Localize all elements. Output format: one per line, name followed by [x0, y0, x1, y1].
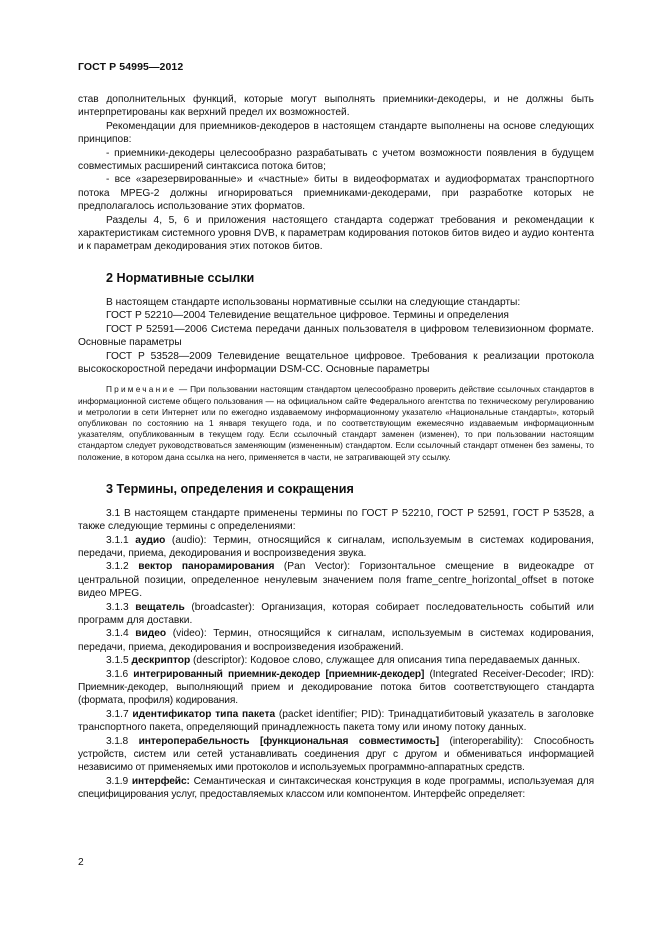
note-text: — При пользовании настоящим стандартом целесообразно проверить действие ссылочных стандартов в информационной системе общего пользования — на официальном сайте Федерального агентства по техническому регулированию и метрологии в сети Интернет или по ежегодно издаваемому информационному указателю «Национальные стандарты», который опубликован по состоянию на 1 января текущего года, и по соответствующим ежемесячно издаваемым информационным указателям, опубликованным в текущем году. Если ссылочный стандарт заменен (изменен), то при пользовании настоящим стандартом следует руководствоваться заменяющим (измененным) стандартом. Если ссылочный стандарт отменен без замены, то положение, в котором дана ссылка на него, применяется в части, не затрагивающей эту ссылку.: [78, 384, 594, 462]
term-definition: 3.1.8 интероперабельность [функциональная совместимость] (interoperability): Способность устройств, систем или сетей устанавливать соединения друг с другом и обмениваться информацией независимо от применяемых ими протоколов и используемых программно-аппаратных средств.: [78, 735, 594, 774]
term-definition: 3.1.7 идентификатор типа пакета (packet identifier; PID): Тринадцатибитовый указатель в заголовке транспортного пакета, определяющий принадлежность пакета тому или иному потоку данных.: [78, 708, 594, 734]
term-definition: 3.1.1 аудио (audio): Термин, относящийся к сигналам, используемым в системах кодирования, передачи, приема, декодирования и воспроизведения звука.: [78, 534, 594, 559]
term-name: видео: [135, 628, 167, 640]
term-name: идентификатор типа пакета: [132, 708, 276, 720]
term-definition: 3.1.9 интерфейс: Семантическая и синтаксическая конструкция в коде программы, используемая для специфицирования услуг, предоставляемых классом или компонентом. Интерфейс определяет:: [78, 775, 594, 801]
term-definition: 3.1.5 дескриптор (descriptor): Кодовое слово, служащее для описания типа передаваемых данных.: [106, 655, 581, 667]
note-label: Примечание: [106, 384, 177, 395]
term-name: вещатель: [135, 601, 185, 613]
term-name: аудио: [135, 534, 166, 546]
section-heading: 2 Нормативные ссылки: [106, 270, 255, 285]
document-header: ГОСТ Р 54995—2012: [78, 61, 184, 73]
intro-paragraph: Разделы 4, 5, 6 и приложения настоящего стандарта содержат требования и рекомендации к характеристикам системного уровня DVB, к параметрам кодирования потоков битов видео и аудио контента и к параметрам декодирования этих потоков битов.: [78, 214, 594, 253]
note: [78, 384, 594, 462]
page-content: [78, 93, 594, 802]
section-heading: 3 Термины, определения и сокращения: [106, 481, 354, 496]
term-definition: 3.1.2 вектор панорамирования (Pan Vector): Горизонтальное смещение в видеокадре от центральной позиции, определенное ненулевым значением поля frame_centre_horizontal_offset в потоке видео MPEG.: [78, 561, 594, 600]
term-definition: 3.1.4 видео (video): Термин, относящийся к сигналам, используемым в системах кодирования, передачи, приема, декодирования и воспроизведения изображений.: [78, 628, 594, 653]
reference-item: ГОСТ Р 52210—2004 Телевидение вещательное цифровое. Термины и определения: [106, 310, 509, 322]
principle-item: - приемники-декодеры целесообразно разрабатывать с учетом возможности появления в будущем совместимых расширений синтаксиса потока битов;: [78, 147, 594, 173]
intro-paragraph: Рекомендации для приемников-декодеров в настоящем стандарте выполнены на основе следующих принципов:: [78, 120, 594, 146]
reference-item: ГОСТ Р 53528—2009 Телевидение вещательное цифровое. Требования к реализации протокола высокоскоростной передачи информации DSM-CC. Основные параметры: [78, 350, 594, 375]
term-name: интерфейс:: [131, 775, 190, 787]
term-definition: 3.1.3 вещатель (broadcaster): Организация, которая собирает последовательность событий или программ для доставки.: [78, 601, 594, 626]
page-number: 2: [78, 857, 84, 868]
reference-item: ГОСТ Р 52591—2006 Система передачи данных пользователя в цифровом телевизионном формате. Основные параметры: [78, 323, 594, 349]
term-name: дескриптор: [131, 655, 191, 667]
term-name: интероперабельность [функциональная совместимость]: [138, 735, 439, 747]
term-name: интегрированный приемник-декодер [приемник-декодер]: [133, 668, 425, 680]
intro-paragraph: став дополнительных функций, которые могут выполнять приемники-декодеры, и не должны быть интерпретированы как верхний предел их возможностей.: [78, 94, 594, 119]
term-name: вектор панорамирования: [138, 561, 275, 573]
section-lead: В настоящем стандарте использованы нормативные ссылки на следующие стандарты:: [106, 296, 521, 308]
section-lead: 3.1 В настоящем стандарте применены термины по ГОСТ Р 52210, ГОСТ Р 52591, ГОСТ Р 53528, а также следующие термины с определениями:: [78, 507, 594, 533]
term-definition: 3.1.6 интегрированный приемник-декодер [приемник-декодер] (Integrated Receiver-Decoder; IRD): Приемник-декодер, выполняющий прием и декодирование потока битов соответствующего стандарта (формата, профиля) кодирования.: [78, 668, 594, 707]
principle-item: - все «зарезервированные» и «частные» биты в видеоформатах и аудиоформатах транспортного потока MPEG-2 должны игнорироваться приемниками-декодерами, при разработке которых не предполагалось использование этих форматов.: [78, 174, 594, 213]
